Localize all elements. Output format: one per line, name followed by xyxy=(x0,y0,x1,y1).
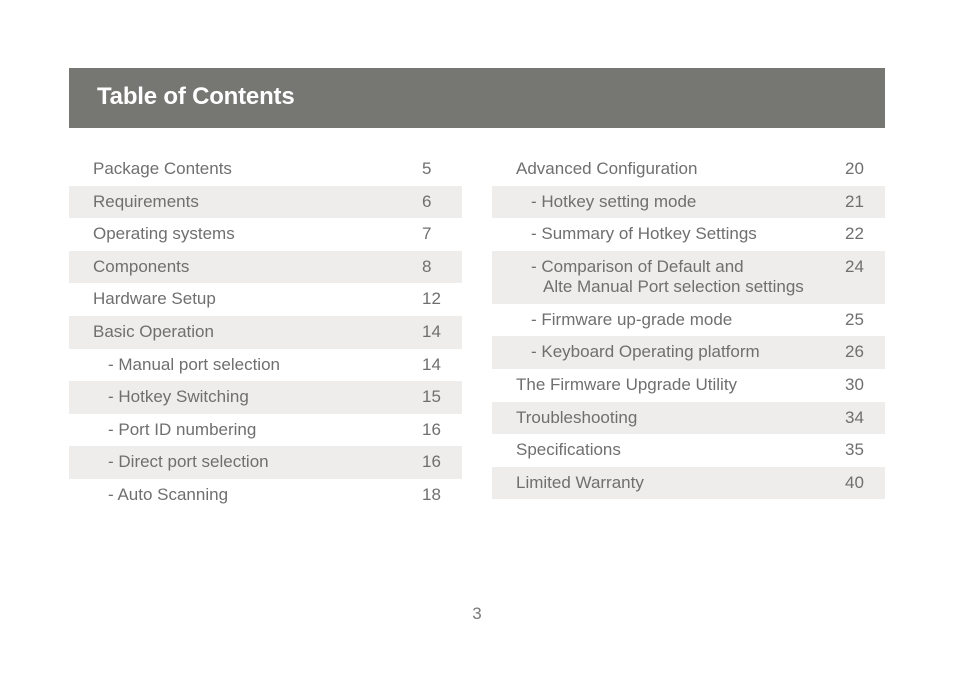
toc-entry[interactable] xyxy=(69,186,462,219)
toc-entry-page: 22 xyxy=(845,224,864,244)
toc-entry-page: 12 xyxy=(422,289,441,309)
toc-entry[interactable] xyxy=(69,251,462,284)
toc-entry-page: 14 xyxy=(422,321,441,341)
toc-entry[interactable] xyxy=(492,402,885,435)
toc-entry-label: - Keyboard Operating platform xyxy=(531,342,760,362)
toc-entry-label: Basic Operation xyxy=(93,321,214,341)
toc-entry-label: Specifications xyxy=(516,440,621,460)
toc-subentry[interactable] xyxy=(492,336,885,369)
toc-subentry[interactable] xyxy=(69,446,462,479)
toc-entry[interactable] xyxy=(69,153,462,186)
toc-entry-label xyxy=(492,257,845,297)
toc-entry-page: 34 xyxy=(845,407,864,427)
toc-entry-label: - Summary of Hotkey Settings xyxy=(531,224,757,244)
toc-entry-label: Limited Warranty xyxy=(516,472,644,492)
toc-entry-page: 25 xyxy=(845,309,864,329)
toc-header xyxy=(69,68,885,128)
toc-entry[interactable] xyxy=(69,218,462,251)
toc-title: Table of Contents xyxy=(97,83,295,110)
toc-entry-label: - Hotkey setting mode xyxy=(531,191,697,211)
toc-entry[interactable] xyxy=(69,283,462,316)
toc-entry-label: Components xyxy=(93,256,190,276)
toc-entry-page: 30 xyxy=(845,374,864,394)
toc-subentry[interactable] xyxy=(69,479,462,512)
toc-subentry[interactable] xyxy=(492,218,885,251)
toc-entry-label: Advanced Configuration xyxy=(516,159,698,178)
toc-entry-label: Troubleshooting xyxy=(516,407,638,427)
toc-entry-page: 14 xyxy=(422,354,441,374)
toc-entry-page: 15 xyxy=(422,387,441,407)
toc-entry-label: Requirements xyxy=(93,191,199,211)
toc-entry-page: 24 xyxy=(845,256,864,276)
toc-entry-page: 16 xyxy=(422,452,441,472)
toc-entry-page: 6 xyxy=(422,191,432,211)
toc-entry-label: - Hotkey Switching xyxy=(108,387,249,407)
toc-entry[interactable] xyxy=(492,467,885,500)
toc-entry-label-line1: - Comparison of Default and xyxy=(531,256,744,276)
toc-entry-page: 8 xyxy=(422,256,432,276)
toc-entry-label: - Port ID numbering xyxy=(108,419,257,439)
toc-entry[interactable] xyxy=(492,369,885,402)
toc-entry-page: 26 xyxy=(845,342,864,362)
toc-entry-label: - Firmware up-grade mode xyxy=(531,309,733,329)
toc-entry-page: 16 xyxy=(422,419,441,439)
toc-subentry[interactable] xyxy=(492,251,885,304)
toc-subentry[interactable] xyxy=(69,414,462,447)
page-number: 3 xyxy=(472,604,482,623)
toc-entry-page: 20 xyxy=(845,159,864,178)
toc-entry-label: - Direct port selection xyxy=(108,452,269,472)
toc-subentry[interactable] xyxy=(492,304,885,337)
toc-entry-label: Package Contents xyxy=(93,159,232,178)
toc-entry[interactable] xyxy=(492,153,885,186)
toc-entry-page: 18 xyxy=(422,484,441,504)
toc-entry-page: 21 xyxy=(845,191,864,211)
toc-entry-page: 40 xyxy=(845,472,864,492)
toc-entry-page: 35 xyxy=(845,440,864,460)
toc-entry[interactable] xyxy=(492,434,885,467)
toc-entry-page: 5 xyxy=(422,159,432,178)
toc-left-column xyxy=(69,153,462,512)
toc-entry-label: - Manual port selection xyxy=(108,354,280,374)
toc-right-column xyxy=(492,153,885,499)
toc-entry-label: Hardware Setup xyxy=(93,289,216,309)
toc-entry-label: Operating systems xyxy=(93,224,235,244)
toc-entry-label-line2: Alte Manual Port selection settings xyxy=(543,276,804,296)
toc-entry-page: 7 xyxy=(422,224,432,244)
toc-subentry[interactable] xyxy=(69,381,462,414)
toc-entry[interactable] xyxy=(69,316,462,349)
toc-entry-label: The Firmware Upgrade Utility xyxy=(516,374,738,394)
toc-entry-label: - Auto Scanning xyxy=(108,484,229,504)
toc-subentry[interactable] xyxy=(69,349,462,382)
toc-subentry[interactable] xyxy=(492,186,885,219)
